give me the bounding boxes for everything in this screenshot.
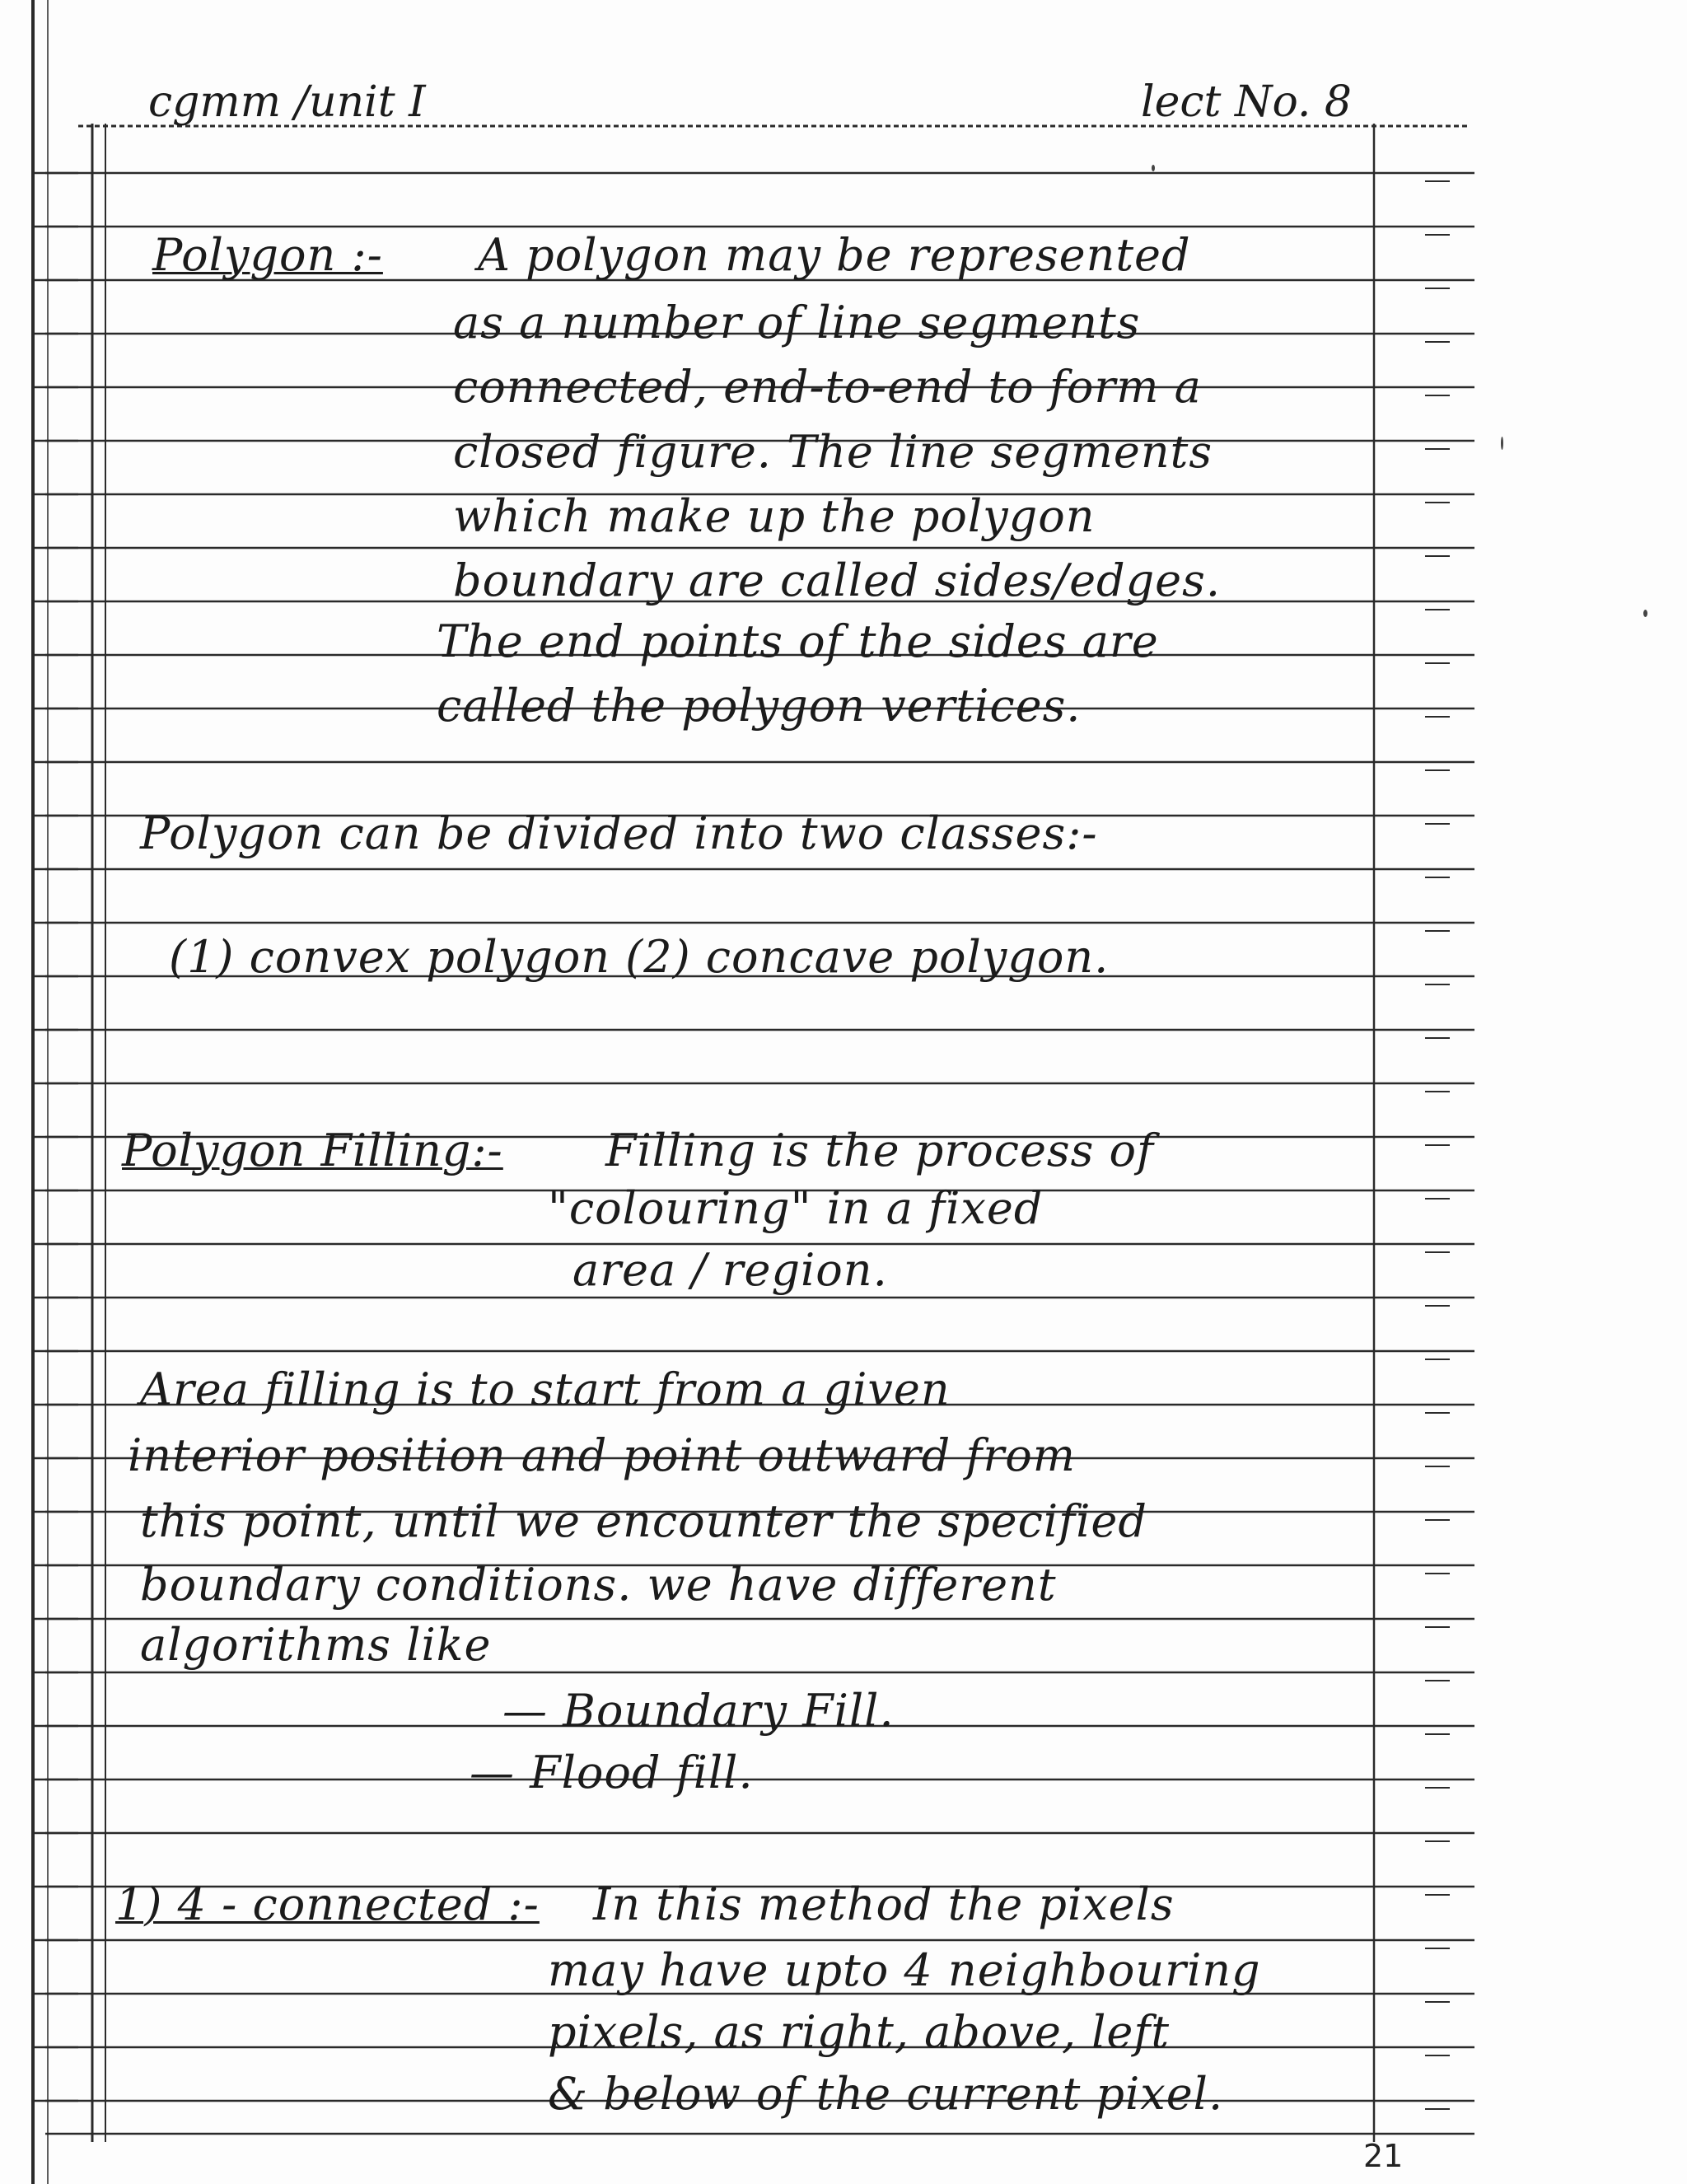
classes-types: (1) convex polygon (2) concave polygon. [169,931,1110,983]
four-connected-line: pixels, as right, above, left [548,2006,1171,2058]
polygon-line: The end points of the sides are [437,615,1159,667]
classes-intro: Polygon can be divided into two classes:- [140,807,1098,859]
area-line: algorithms like [140,1619,492,1671]
four-connected-line: & below of the current pixel. [548,2068,1224,2120]
polygon-line: connected, end-to-end to form a [453,361,1202,413]
polygon-line: which make up the polygon [453,490,1096,542]
area-line: this point, until we encounter the specified [140,1495,1147,1547]
area-line: interior position and point outward from [128,1429,1076,1481]
bullet-flood-fill: — Flood fill. [470,1747,754,1798]
polygon-line: as a number of line segments [453,297,1141,348]
header-left: cgmm /unit I [148,77,426,127]
polygon-line: called the polygon vertices. [437,680,1082,732]
header-right: lect No. 8 [1141,77,1352,127]
scan-speck [1501,437,1503,450]
four-connected-line: In this method the pixels [593,1878,1175,1930]
filling-line: "colouring" in a fixed [548,1182,1044,1234]
polygon-line: A polygon may be represented [478,229,1191,281]
polygon-line: boundary are called sides/edges. [453,554,1222,606]
bullet-boundary-fill: — Boundary Fill. [502,1685,895,1737]
polygon-heading: Polygon :- [152,229,383,281]
area-line: boundary conditions. we have different [140,1559,1057,1611]
scan-speck [1152,165,1155,171]
four-connected-line: may have upto 4 neighbouring [548,1944,1261,1996]
scan-speck [1643,610,1647,617]
filling-line: Filling is the process of [605,1125,1154,1176]
filling-line: area / region. [572,1244,888,1296]
polygon-line: closed figure. The line segments [453,426,1213,478]
page-number: 21 [1363,2138,1404,2174]
filling-heading: Polygon Filling:- [122,1125,503,1176]
four-connected-heading: 1) 4 - connected :- [115,1878,540,1930]
area-line: Area filling is to start from a given [140,1363,951,1415]
